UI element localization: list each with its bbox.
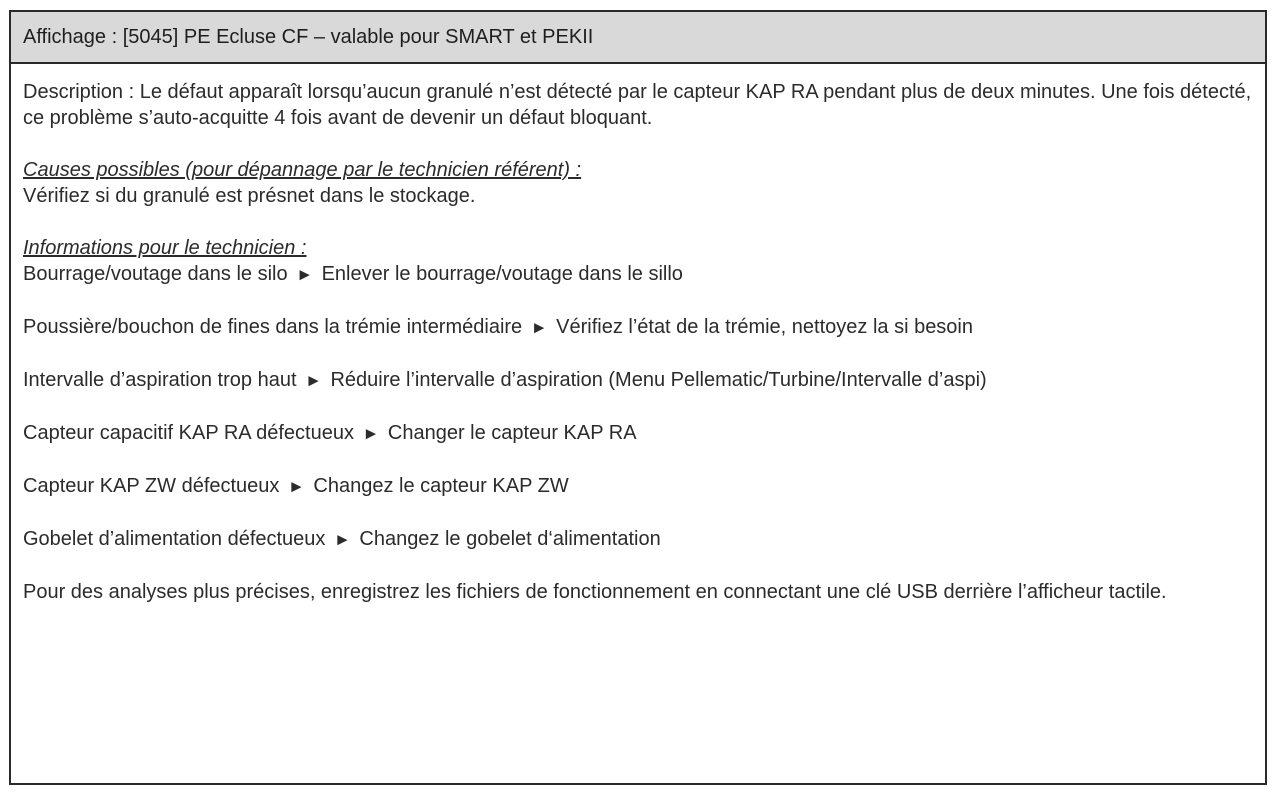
arrow-right-icon: ► — [333, 530, 351, 549]
item-action: Vérifiez l’état de la trémie, nettoyez la si besoin — [556, 316, 973, 338]
arrow-right-icon: ► — [530, 318, 548, 337]
technician-item — [23, 420, 1253, 447]
technician-item — [23, 473, 1253, 500]
error-header — [11, 12, 1265, 64]
description-paragraph — [23, 79, 1253, 131]
item-action: Changez le capteur KAP ZW — [313, 475, 569, 497]
technician-item — [23, 367, 1253, 394]
description-label: Description : — [23, 81, 135, 103]
technician-item — [23, 314, 1253, 341]
error-info-box — [9, 10, 1267, 785]
technician-heading: Informations pour le technicien : — [23, 237, 307, 259]
description-text: Le défaut apparaît lorsqu’aucun granulé n’est détecté par le capteur KAP RA pendant plus de deux minutes. Une fois détecté, ce problème s’auto-acquitte 4 fois avant de devenir un défaut bloquant. — [23, 81, 1252, 129]
item-cause: Poussière/bouchon de fines dans la trémie intermédiaire — [23, 316, 523, 338]
item-action: Changez le gobelet d‘alimentation — [359, 528, 661, 550]
causes-heading: Causes possibles (pour dépannage par le technicien référent) : — [23, 159, 582, 181]
arrow-right-icon: ► — [296, 265, 314, 284]
item-cause: Intervalle d’aspiration trop haut — [23, 369, 297, 391]
item-cause: Capteur KAP ZW défectueux — [23, 475, 280, 497]
item-action: Réduire l’intervalle d’aspiration (Menu Pellematic/Turbine/Intervalle d’aspi) — [330, 369, 987, 391]
arrow-right-icon: ► — [288, 477, 305, 496]
arrow-right-icon: ► — [362, 424, 380, 443]
technician-item — [23, 261, 1253, 288]
item-action: Changer le capteur KAP RA — [387, 422, 637, 444]
item-cause: Gobelet d’alimentation défectueux — [23, 528, 326, 550]
technician-item — [23, 526, 1253, 553]
causes-text: Vérifiez si du granulé est présnet dans le stockage. — [23, 185, 476, 207]
error-title: Affichage : [5045] PE Ecluse CF – valable pour SMART et PEKII — [23, 25, 594, 48]
item-cause: Bourrage/voutage dans le silo — [23, 263, 288, 285]
error-content — [11, 64, 1265, 605]
item-action: Enlever le bourrage/voutage dans le sillo — [321, 263, 683, 285]
item-cause: Capteur capacitif KAP RA défectueux — [23, 422, 354, 444]
footer-note: Pour des analyses plus précises, enregistrez les fichiers de fonctionnement en connectant une clé USB derrière l’afficheur tactile. — [23, 581, 1167, 603]
arrow-right-icon: ► — [305, 371, 322, 390]
